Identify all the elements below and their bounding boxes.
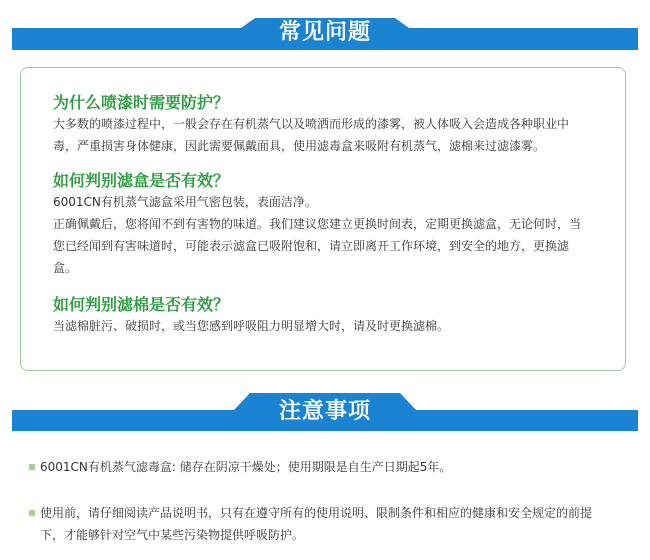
note-text: 6001CN有机蒸气滤毒盒: 储存在阴凉干燥处；使用期限是自生产日期起5年。 bbox=[40, 460, 452, 474]
faq-answer: 当滤棉脏污、破损时，或当您感到呼吸阻力明显增大时，请及时更换滤棉。 bbox=[53, 319, 450, 333]
bullet-icon bbox=[29, 510, 35, 516]
faq-question: 如何判别滤棉是否有效？ bbox=[53, 295, 230, 314]
faq-answer: 6001CN有机蒸气滤盒采用气密包装，表面洁净。 bbox=[53, 195, 317, 209]
notes-banner bbox=[12, 393, 638, 431]
note-item bbox=[40, 456, 600, 478]
note-item bbox=[40, 502, 600, 546]
faq-question: 为什么喷漆时需要防护？ bbox=[53, 93, 230, 112]
faq-box bbox=[20, 67, 626, 371]
faq-answer: 正确佩戴后，您将闻不到有害物的味道。我们建议您建立更换时间表，定期更换滤盒，无论何时，当您已经闻到有害味道时，可能表示滤盒已吸附饱和，请立即离开工作环境，到安全的地方，更换滤盒。 bbox=[53, 217, 582, 275]
note-text: 使用前，请仔细阅读产品说明书，只有在遵守所有的使用说明、限制条件和相应的健康和安全规定的前提下，才能够针对空气中某些污染物提供呼吸防护。 bbox=[40, 506, 593, 542]
bullet-icon bbox=[29, 464, 35, 470]
faq-question: 如何判别滤盒是否有效？ bbox=[53, 171, 230, 190]
faq-answer: 大多数的喷漆过程中，一般会存在有机蒸气以及喷洒而形成的漆雾，被人体吸入会造成各种职业中毒，严重损害身体健康，因此需要佩戴面具，使用滤毒盒来吸附有机蒸气，滤棉来过滤漆雾。 bbox=[53, 117, 570, 153]
notes-banner-title: 注意事项 bbox=[250, 393, 400, 431]
faq-banner bbox=[12, 18, 638, 50]
faq-banner-title: 常见问题 bbox=[255, 18, 395, 50]
